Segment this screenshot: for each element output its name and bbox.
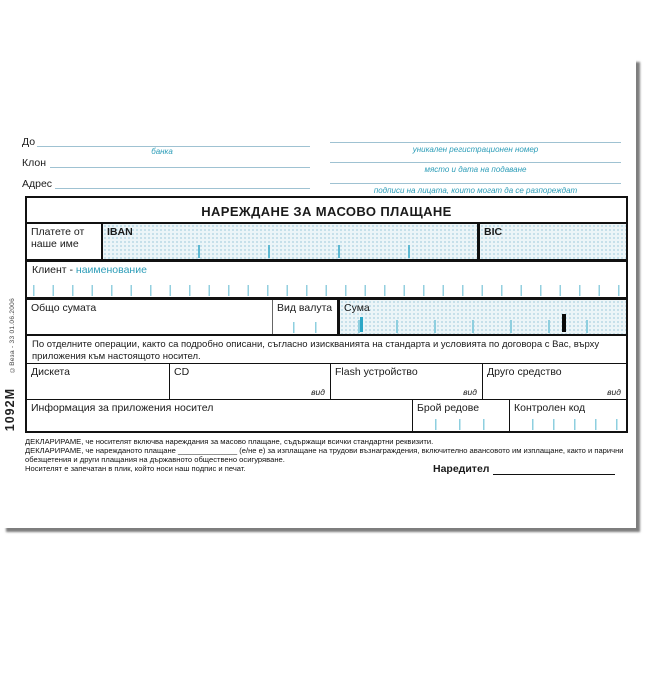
declaration-line-2: ДЕКЛАРИРАМЕ, че нарежданото плащане ______________ (е/не е) за изплащане на трудови възнаграждения, включително авансовото им изплащане, както и парични	[25, 446, 624, 455]
control-code-comb-ticks	[532, 419, 620, 430]
bic-label: BIC	[484, 226, 503, 238]
orderer-label: Наредител	[433, 463, 490, 475]
place-date-hint: място и дата на подаване	[424, 165, 527, 174]
operations-note: По отделните операции, както са подробно описани, съгласно изискванията на стандарта и условията по договора с Вас, върху приложения към настоящото носител.	[32, 339, 600, 362]
iban-label: IBAN	[107, 226, 133, 238]
sum-label: Сума	[344, 302, 370, 314]
control-code-label: Контролен код	[514, 402, 586, 414]
client-name-hint: наименование	[75, 264, 147, 276]
client-row	[27, 262, 626, 300]
flash-cell	[331, 364, 483, 399]
flash-kind-label: вид	[463, 387, 477, 397]
client-comb-ticks	[33, 285, 620, 296]
note-row	[27, 336, 626, 364]
to-label: До	[22, 136, 36, 148]
sum-decimal-tick	[562, 314, 566, 332]
form-product-code: 1092M	[3, 388, 17, 432]
row-count-label: Брой редове	[417, 402, 480, 414]
payment-order-form	[2, 58, 636, 528]
declaration-line-3: обезщетения и други плащания на държавното обществено осигуряване.	[25, 455, 285, 464]
media-info-cell	[27, 400, 413, 431]
iban-field	[103, 224, 480, 259]
media-info-label: Информация за приложения носител	[31, 402, 214, 414]
sum-field	[340, 300, 626, 334]
orderer-signature	[433, 463, 615, 475]
reg-number-hint: уникален регистрационен номер	[412, 145, 539, 154]
currency-label: Вид валута	[277, 302, 333, 314]
client-label-line	[27, 262, 626, 278]
payer-row	[27, 224, 626, 262]
currency-comb-ticks	[293, 322, 323, 333]
amount-row	[27, 300, 626, 336]
other-media-label: Друго средство	[487, 366, 562, 378]
branch-line	[50, 167, 310, 168]
payer-label-cell	[27, 224, 103, 259]
cd-cell	[170, 364, 331, 399]
other-media-cell	[483, 364, 626, 399]
total-amount-label: Общо сумата	[31, 302, 97, 314]
cd-kind-label: вид	[311, 387, 325, 397]
other-kind-label: вид	[607, 387, 621, 397]
place-date-line	[330, 162, 621, 163]
control-code-cell	[510, 400, 626, 431]
total-amount-cell	[27, 300, 273, 334]
flash-label: Flash устройство	[335, 366, 418, 378]
row-count-cell	[413, 400, 510, 431]
bank-hint: банка	[151, 147, 173, 156]
sum-comb-ticks	[358, 320, 604, 333]
form-table	[25, 196, 628, 433]
orderer-signature-line	[493, 464, 615, 475]
signatures-line	[330, 183, 621, 184]
sum-strong-tick	[360, 317, 363, 332]
client-label: Клиент -	[32, 264, 73, 276]
iban-comb-ticks	[198, 245, 442, 258]
payer-label: Платете от наше име	[31, 226, 85, 250]
address-label: Адрес	[22, 178, 53, 190]
branch-label: Клон	[22, 157, 46, 169]
bic-field	[480, 224, 626, 259]
printer-imprint: ©Веза - 33 01.06.2006	[9, 298, 16, 374]
reg-number-line	[330, 142, 621, 143]
diskette-cell	[27, 364, 170, 399]
address-line	[55, 188, 310, 189]
diskette-label: Дискета	[31, 366, 70, 378]
declaration-line-4: Носителят е запечатан в плик, който носи наш подпис и печат.	[25, 464, 246, 473]
form-title: НАРЕЖДАНЕ ЗА МАСОВО ПЛАЩАНЕ	[201, 204, 452, 219]
title-row	[27, 198, 626, 224]
currency-cell	[273, 300, 340, 334]
cd-label: CD	[174, 366, 190, 378]
signatures-hint: подписи на лицата, които могат да се разпореждат	[373, 186, 578, 195]
row-count-comb-ticks	[435, 419, 501, 430]
media-row	[27, 364, 626, 400]
declaration-line-1: ДЕКЛАРИРАМЕ, че носителят включва нареждания за масово плащане, съдържащи всички стандартни реквизити.	[25, 437, 434, 446]
info-row	[27, 400, 626, 431]
